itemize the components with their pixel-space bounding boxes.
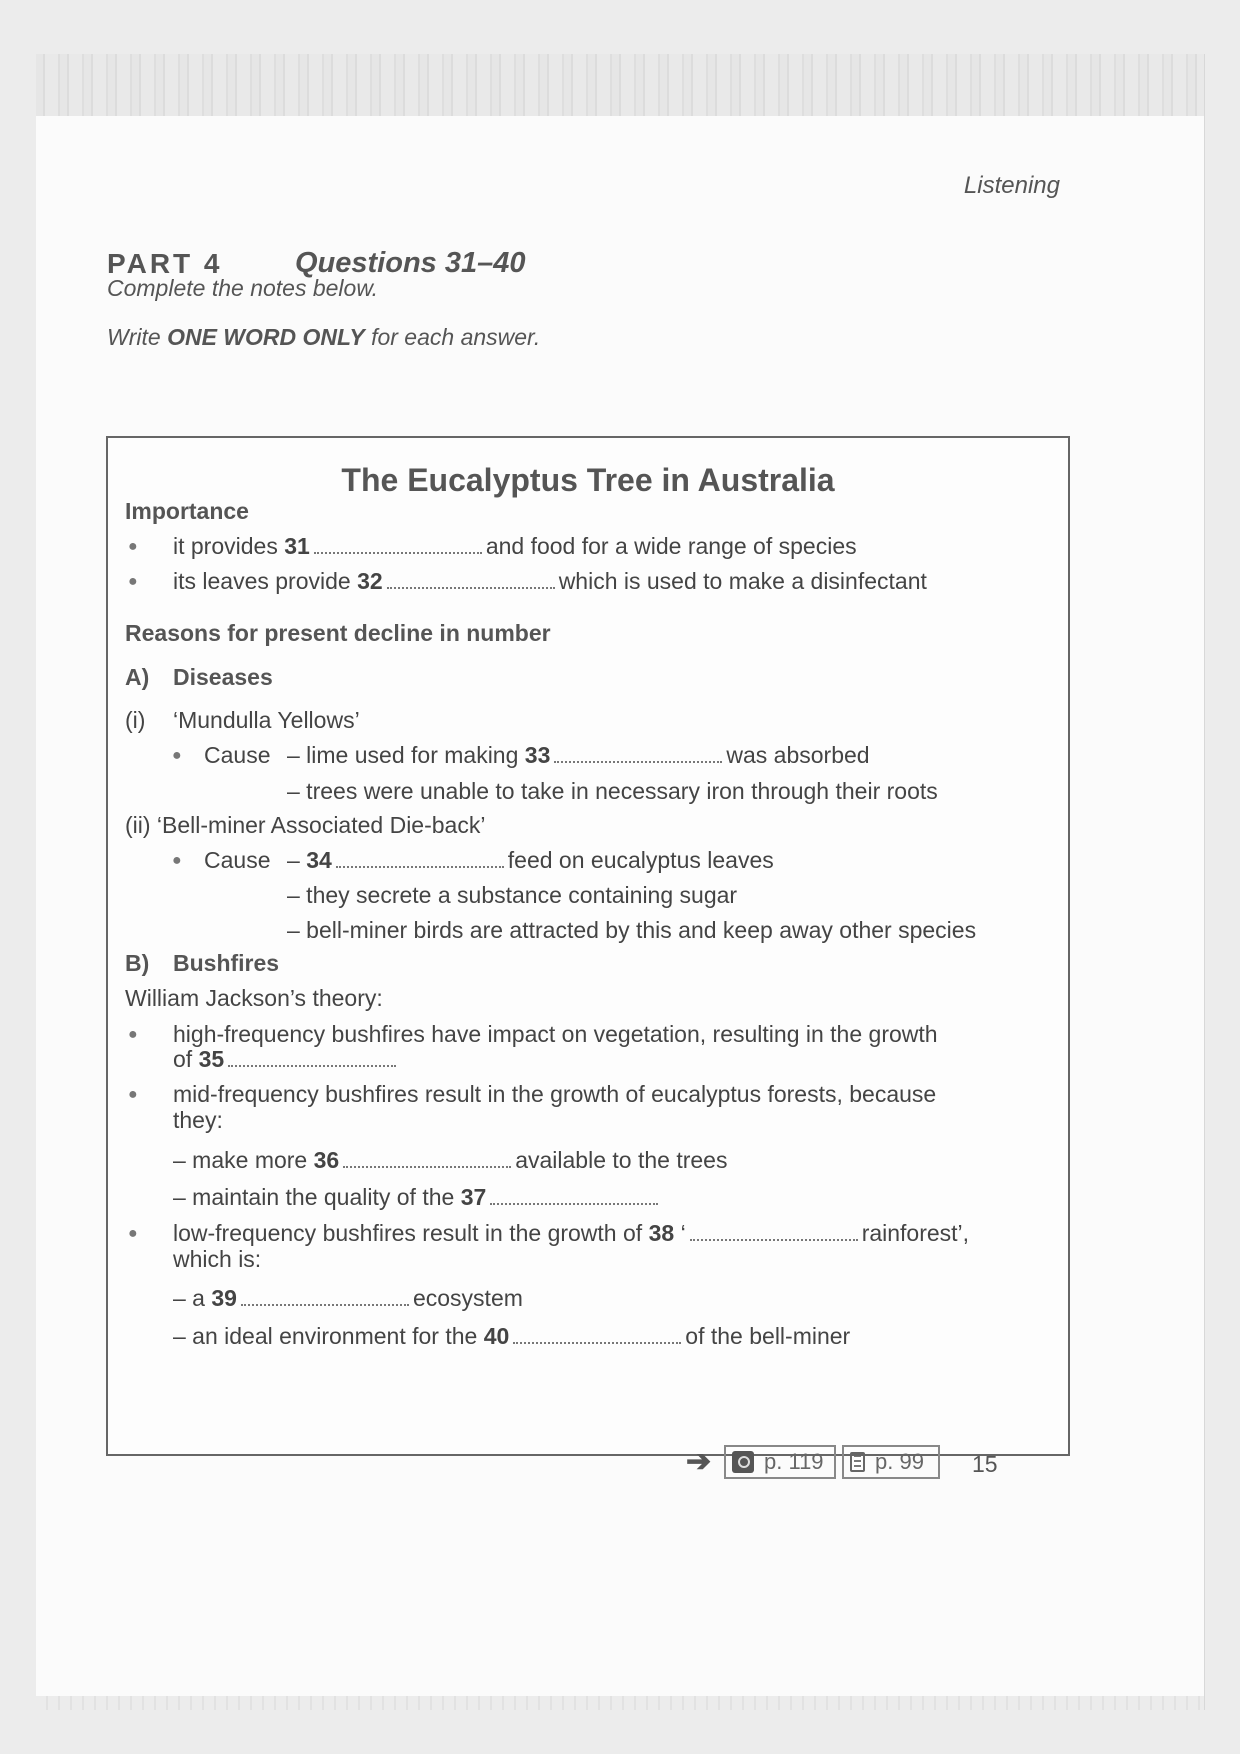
answer-blank-40[interactable] (513, 1324, 681, 1344)
item-35: of 35 (173, 1046, 400, 1073)
mid-frequency-they: they: (173, 1107, 223, 1133)
bullet-icon: ● (172, 747, 182, 764)
bushfires-letter: B) (125, 950, 150, 976)
bullet-icon: ● (172, 852, 182, 869)
answer-blank-31[interactable] (314, 534, 482, 554)
notes-box (106, 436, 1070, 1456)
bullet-icon: ● (128, 1086, 138, 1103)
bullet-icon: ● (128, 573, 138, 590)
scan-top-band (36, 54, 1204, 116)
answer-blank-36[interactable] (343, 1148, 511, 1168)
disease-1-label: (i) (125, 707, 146, 733)
item-36: – make more 36 available to the trees (173, 1147, 728, 1173)
instruction-complete-notes: Complete the notes below. (107, 275, 379, 301)
disease-1-iron-line: – trees were unable to take in necessary iron through their roots (287, 778, 938, 804)
audio-script-reference[interactable]: p. 119 (724, 1445, 836, 1479)
disease-2-birds-line: – bell-miner birds are attracted by this and keep away other species (287, 917, 977, 943)
answer-blank-34[interactable] (336, 848, 504, 868)
answer-blank-32[interactable] (387, 569, 555, 589)
diseases-letter: A) (125, 664, 150, 690)
low-frequency-which: which is: (173, 1246, 262, 1272)
answer-key-reference[interactable]: p. 99 (842, 1445, 940, 1479)
mid-frequency-line: mid-frequency bushfires result in the growth of eucalyptus forests, because (173, 1081, 937, 1107)
section-title: Listening (963, 172, 1060, 199)
arrow-right-icon: ➔ (686, 1445, 712, 1478)
bullet-icon: ● (128, 1225, 138, 1242)
questions-title: Questions 31–40 (295, 247, 526, 279)
disease-1-cause-label: Cause (204, 742, 271, 768)
item-34: – 34 feed on eucalyptus leaves (287, 847, 774, 873)
importance-heading: Importance (125, 498, 249, 524)
page-number: 15 (972, 1451, 998, 1477)
disease-1-name: ‘Mundulla Yellows’ (173, 707, 360, 733)
instruction-word-limit: Write ONE WORD ONLY for each answer. (107, 324, 541, 350)
disease-2-sugar-line: – they secrete a substance containing sugar (287, 882, 738, 908)
disease-2-label: (ii) ‘Bell-miner Associated Die-back’ (125, 812, 486, 838)
item-39: – a 39 ecosystem (173, 1285, 523, 1311)
item-31: it provides 31 and food for a wide range of species (173, 533, 857, 559)
answer-blank-33[interactable] (554, 743, 722, 763)
bushfires-heading: Bushfires (173, 950, 280, 976)
diseases-heading: Diseases (173, 664, 273, 690)
disease-2-cause-label: Cause (204, 847, 271, 873)
bullet-icon: ● (128, 1026, 138, 1043)
high-frequency-line: high-frequency bushfires have impact on vegetation, resulting in the growth (173, 1021, 938, 1047)
item-38: low-frequency bushfires result in the growth of 38 ‘ rainforest’, (173, 1220, 970, 1246)
audio-icon (732, 1451, 754, 1473)
item-32: its leaves provide 32 which is used to make a disinfectant (173, 568, 927, 594)
answer-blank-35[interactable] (228, 1047, 396, 1067)
notes-title: The Eucalyptus Tree in Australia (341, 462, 835, 498)
answer-blank-39[interactable] (241, 1286, 409, 1306)
document-icon (850, 1452, 865, 1472)
item-40: – an ideal environment for the 40 of the bell-miner (173, 1323, 851, 1349)
item-33: – lime used for making 33 was absorbed (287, 742, 870, 768)
worksheet-page (36, 54, 1205, 1710)
answer-blank-38[interactable] (690, 1221, 858, 1241)
reasons-heading: Reasons for present decline in number (125, 620, 551, 646)
bullet-icon: ● (128, 538, 138, 555)
jackson-theory: William Jackson’s theory: (125, 985, 383, 1011)
part-label: PART 4 (107, 248, 223, 279)
item-37: – maintain the quality of the 37 (173, 1184, 662, 1211)
scan-bottom-band (36, 1696, 1204, 1710)
answer-blank-37[interactable] (490, 1185, 658, 1205)
